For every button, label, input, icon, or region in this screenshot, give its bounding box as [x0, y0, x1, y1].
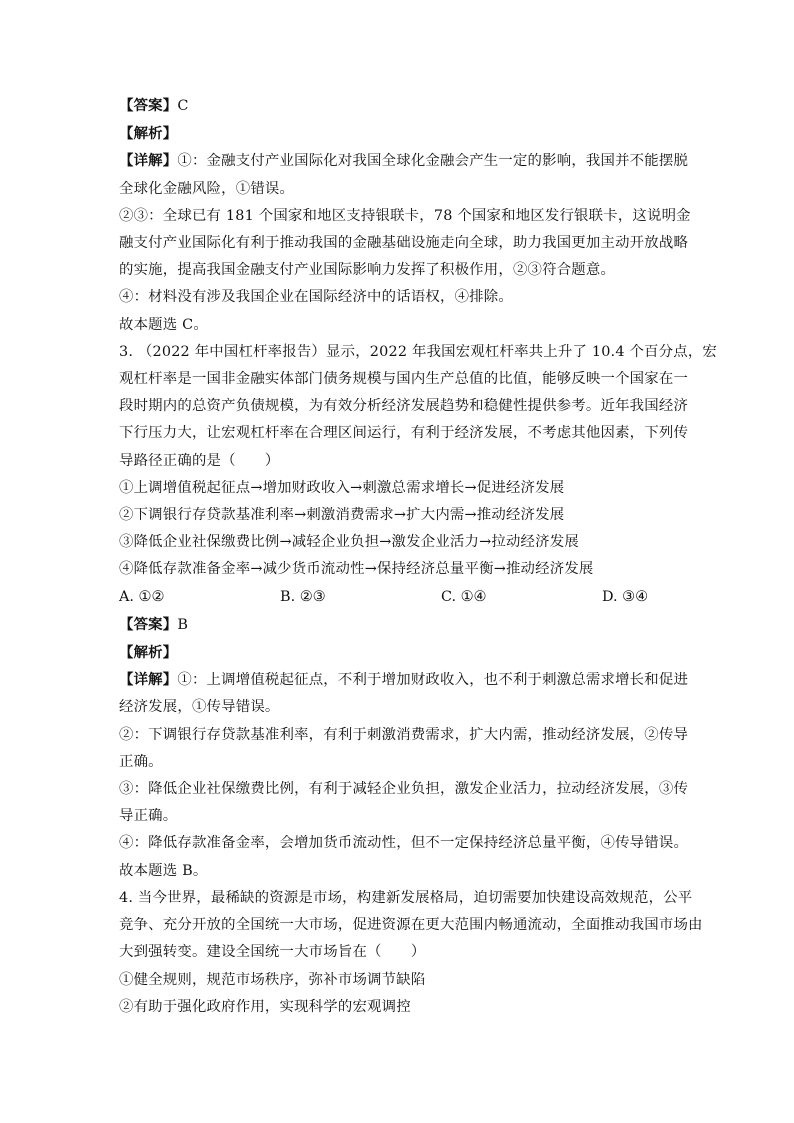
answer-value: B: [177, 616, 189, 633]
conclusion-text: 故本题选 C。: [119, 316, 208, 333]
answer-label: 【答案】: [119, 97, 178, 114]
detail-text: 正确。: [119, 753, 163, 770]
question-item: ①健全规则，规范市场秩序，弥补市场调节缺陷: [119, 971, 426, 988]
detail-line: [119, 147, 689, 175]
answer-line: [119, 611, 679, 639]
question-item: ③降低企业社保缴费比例→减轻企业负担→激发企业活力→拉动经济发展: [119, 534, 579, 551]
document-page: [119, 92, 718, 1021]
question-stem: 竞争、充分开放的全国统一大市场，促进资源在更大范围内畅通流动，全面推动我国市场由: [119, 917, 703, 934]
question-item: ②有助于强化政府作用，实现科学的宏观调控: [119, 998, 411, 1015]
detail-label: 【详解】: [119, 671, 178, 689]
detail-label: 【详解】: [119, 152, 178, 170]
detail-text: ④：材料没有涉及我国企业在国际经济中的话语权，④排除。: [119, 289, 513, 306]
option-d: D. ③④: [602, 588, 648, 605]
detail-text: 导正确。: [119, 808, 178, 825]
question-item: ②下调银行存贷款基准利率→刺激消费需求→扩大内需→推动经济发展: [119, 507, 565, 524]
detail-text: 经济发展，①传导错误。: [119, 699, 280, 716]
question-stem: 下行压力大，让宏观杠杆率在合理区间运行，有利于经济发展，不考虑其他因素，下列传: [119, 425, 689, 442]
question-item: ④降低存款准备金率→减少货币流动性→保持经济总量平衡→推动经济发展: [119, 561, 594, 578]
conclusion-text: 故本题选 B。: [119, 862, 208, 879]
question-stem: 4. 当今世界，最稀缺的资源是市场，构建新发展格局，迫切需要加快建设高效规范，公平: [119, 889, 693, 906]
answer-options: [119, 584, 679, 611]
answer-value: C: [177, 98, 189, 114]
detail-text: 全球化金融风险，①错误。: [119, 180, 295, 197]
analysis-label: 【解析】: [119, 644, 178, 662]
question-stem: 3. （2022 年中国杠杆率报告）显示，2022 年我国宏观杠杆率共上升了 10.4 个百分点，宏: [119, 343, 718, 360]
detail-text: ①：金融支付产业国际化对我国全球化金融会产生一定的影响，我国并不能摆脱: [177, 153, 689, 170]
detail-text: 融支付产业国际化有利于推动我国的金融基础设施走向全球，助力我国更加主动开放战略: [119, 235, 689, 252]
question-stem: 段时期内的总资产负债规模，为有效分析经济发展趋势和稳健性提供参考。近年我国经济: [119, 398, 689, 415]
option-a: A. ①②: [119, 588, 165, 605]
question-stem: 导路径正确的是（ ）: [119, 452, 280, 469]
question-item: ①上调增值税起征点→增加财政收入→刺激总需求增长→促进经济发展: [119, 479, 565, 496]
question-stem: 大到强转变。建设全国统一大市场旨在（ ）: [119, 944, 426, 961]
detail-text: 的实施，提高我国金融支付产业国际影响力发挥了积极作用，②③符合题意。: [119, 262, 616, 279]
analysis-label: 【解析】: [119, 125, 178, 143]
option-b: B. ②③: [280, 588, 326, 605]
detail-text: ②③：全球已有 181 个国家和地区支持银联卡，78 个国家和地区发行银联卡，这说明金: [119, 207, 691, 224]
answer-label: 【答案】: [119, 615, 178, 633]
answer-line: [119, 92, 679, 120]
detail-line: [119, 666, 689, 694]
detail-text: ③：降低企业社保缴费比例，有利于减轻企业负担，激发企业活力，拉动经济发展，③传: [119, 781, 689, 798]
detail-text: ④：降低存款准备金率，会增加货币流动性，但不一定保持经济总量平衡，④传导错误。: [119, 835, 689, 852]
detail-text: ②：下调银行存贷款基准利率，有利于刺激消费需求，扩大内需，推动经济发展，②传导: [119, 726, 689, 743]
detail-text: ①：上调增值税起征点，不利于增加财政收入，也不利于刺激总需求增长和促进: [177, 672, 689, 689]
option-c: C. ①④: [441, 588, 487, 605]
question-stem: 观杠杆率是一国非金融实体部门债务规模与国内生产总值的比值，能够反映一个国家在一: [119, 371, 689, 388]
